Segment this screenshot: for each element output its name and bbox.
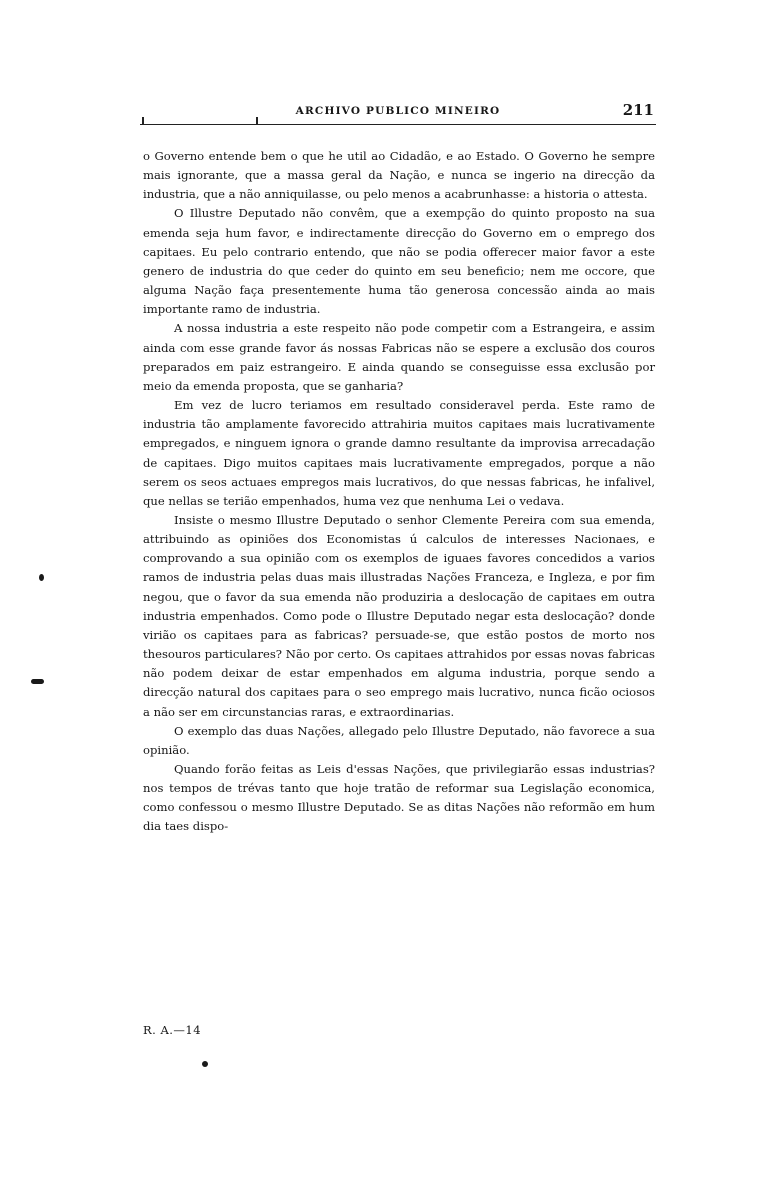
- header-rule-mark: [256, 117, 258, 125]
- paragraph: Quando forão feitas as Leis d'essas Nações, que privilegiarão essas industrias? nos tempos de trévas tanto que hoje tratão de reformar sua Legislação economica, como confessou o mesmo Illustre Deputado. Se as ditas Nações não reformão em hum dia taes dispo-: [143, 762, 655, 834]
- paragraph: o Governo entende bem o que he util ao Cidadão, e ao Estado. O Governo he sempre mais ignorante, que a massa geral da Nação, e nunca se ingerio na direcção da industria, que a não anniquilasse, ou pelo menos a acabrunhasse: a historia o attesta.: [143, 149, 655, 202]
- running-title: ARCHIVO PUBLICO MINEIRO: [295, 105, 501, 117]
- paragraph: O Illustre Deputado não convêm, que a exempção do quinto proposto na sua emenda seja hum favor, e indirectamente direcção do Governo em o emprego dos capitaes. Eu pelo contrario entendo, que não se podia offerecer maior favor a este genero de industria do que ceder do quinto em seu beneficio; nem me occore, que alguma Nação faça presentemente huma tão generosa concessão ainda ao mais importante ramo de industria.: [143, 206, 655, 317]
- paragraph: O exemplo das duas Nações, allegado pelo Illustre Deputado, não favorece a sua opinião.: [143, 723, 655, 757]
- signature-mark: R. A.—14: [143, 1023, 202, 1037]
- header-rule-mark: [142, 117, 144, 125]
- header-rule: [140, 124, 656, 125]
- margin-speck: [31, 679, 44, 684]
- paragraph: Em vez de lucro teriamos em resultado consideravel perda. Este ramo de industria tão amplamente favorecido attrahiria muitos capitaes mais lucrativamente empregados, e ninguem ignora o grande damno resultante da improvisa arrecadação de capitaes. Digo muitos capitaes mais lucrativamente empregados, porque a não serem os seos actuaes empregos mais lucrativos, do que nessas fabricas, he infalivel, que nellas se terião empenhados, huma vez que nenhuma Lei o vedava.: [143, 398, 655, 508]
- paragraph: A nossa industria a este respeito não pode competir com a Estrangeira, e assim ainda com esse grande favor ás nossas Fabricas não se espere a exclusão dos couros preparados em paiz estrangeiro. E ainda quando se conseguisse essa exclusão por meio da emenda proposta, que se ganharia?: [143, 321, 655, 393]
- paragraph: Insiste o mesmo Illustre Deputado o senhor Clemente Pereira com sua emenda, attribuindo as opiniões dos Economistas ú calculos de interesses Nacionaes, e comprovando a sua opinião com os exemplos de iguaes favores concedidos a varios ramos de industria pelas duas mais illustradas Nações Franceza, e Ingleza, e por fim negou, que o favor da sua emenda não produziria a deslocação de capitaes em outra industria empenhados. Como pode o Illustre Deputado negar esta deslocação? donde virião os capitaes para as fabricas? persuade-se, que estão postos de morto nos thesouros particulares? Não por certo. Os capitaes attrahidos por essas novas fabricas não podem deixar de estar empenhados em alguma industria, porque sendo a direcção natural dos capitaes para o seo emprego mais lucrativo, nunca ficão ociosos a não ser em circunstancias raras, e extraordinarias.: [143, 512, 655, 719]
- body-text: [143, 147, 655, 837]
- page-header: [140, 101, 656, 127]
- ink-dot: [202, 1061, 208, 1067]
- page-number: 211: [622, 101, 654, 119]
- margin-speck: [39, 574, 44, 581]
